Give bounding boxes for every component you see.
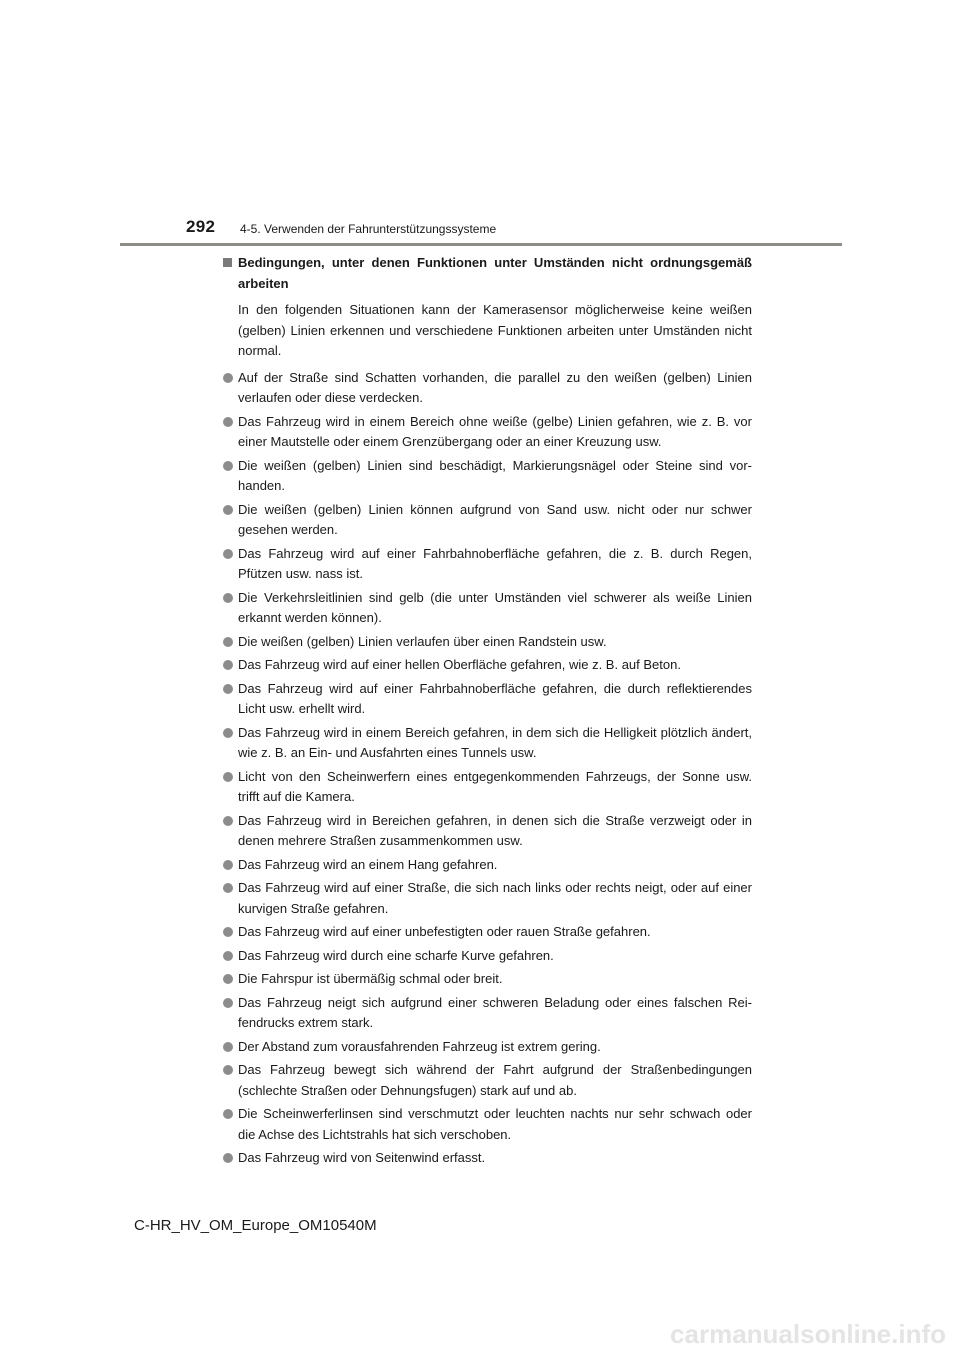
circle-bullet-icon <box>223 1065 233 1075</box>
circle-bullet-icon <box>223 728 233 738</box>
circle-bullet-icon <box>223 1042 233 1052</box>
circle-bullet-icon <box>223 417 233 427</box>
list-item <box>222 655 752 676</box>
header-rule <box>120 243 842 246</box>
list-item <box>222 878 752 919</box>
list-item <box>222 993 752 1034</box>
list-item-text: Die Fahrspur ist übermäßig schmal oder breit. <box>238 971 503 986</box>
list-item-text: Das Fahrzeug wird an einem Hang gefahren. <box>238 856 498 872</box>
list-item-text: Das Fahrzeug wird auf einer Straße, die sich nach links oder rechts neigt, oder auf einer kurvigen Straße gefahren. <box>238 880 752 916</box>
list-item-text: Die weißen (gelben) Linien sind beschädigt, Markierungsnägel oder Steine sind vor-handen. <box>238 457 752 493</box>
list-item-text: Das Fahrzeug wird auf einer hellen Oberfläche gefahren, wie z. B. auf Beton. <box>238 657 681 672</box>
list-item <box>222 969 752 990</box>
list-item <box>222 1037 752 1058</box>
list-item-text: Das Fahrzeug wird durch eine scharfe Kurve gefahren. <box>238 947 554 963</box>
circle-bullet-icon <box>223 816 233 826</box>
list-item <box>222 946 752 967</box>
circle-bullet-icon <box>223 373 233 383</box>
circle-bullet-icon <box>223 549 233 559</box>
list-item <box>222 922 752 943</box>
list-item <box>222 588 752 629</box>
circle-bullet-icon <box>223 1153 233 1163</box>
page-number: 292 <box>186 217 216 236</box>
circle-bullet-icon <box>223 1109 233 1119</box>
list-item <box>222 500 752 541</box>
list-item <box>222 1148 752 1169</box>
list-item-text: Die weißen (gelben) Linien können aufgrund von Sand usw. nicht oder nur schwer gesehen werden. <box>238 501 752 537</box>
circle-bullet-icon <box>223 998 233 1008</box>
list-item-text: Das Fahrzeug wird in einem Bereich gefahren, in dem sich die Helligkeit plötzlich ändert, wie z. B. an Ein- und Ausfahrten eines Tunnels usw. <box>238 724 752 760</box>
circle-bullet-icon <box>223 883 233 893</box>
subheading-text: Bedingungen, unter denen Funktionen unter Umständen nicht ordnungsgemäß arbeiten <box>238 255 752 291</box>
list-item-text: Das Fahrzeug wird in einem Bereich ohne weiße (gelbe) Linien gefahren, wie z. B. vor einer Mautstelle oder einem Grenzübergang oder an einer Kreuzung usw. <box>238 413 752 449</box>
list-item-text: Die weißen (gelben) Linien verlaufen über einen Randstein usw. <box>238 633 607 649</box>
list-item <box>222 412 752 453</box>
list-item-text: Das Fahrzeug neigt sich aufgrund einer schweren Beladung oder eines falschen Rei-fendrucks extrem stark. <box>238 994 752 1030</box>
list-item-text: Die Verkehrsleitlinien sind gelb (die unter Umständen viel schwerer als weiße Linien erkannt werden können). <box>238 589 752 625</box>
list-item <box>222 368 752 409</box>
section-title: 4-5. Verwenden der Fahrunterstützungssysteme <box>240 222 497 236</box>
list-item-text: Auf der Straße sind Schatten vorhanden, die parallel zu den weißen (gelben) Linien verlaufen oder diese verdecken. <box>238 369 752 405</box>
list-item-text: Der Abstand zum vorausfahrenden Fahrzeug ist extrem gering. <box>238 1038 601 1054</box>
watermark: carmanualsonline.info <box>670 1319 946 1349</box>
circle-bullet-icon <box>223 593 233 603</box>
list-item-text: Das Fahrzeug bewegt sich während der Fahrt aufgrund der Straßenbedingungen (schlechte Straßen oder Dehnungsfugen) stark auf und ab. <box>238 1062 752 1098</box>
subheading <box>222 253 752 294</box>
circle-bullet-icon <box>223 951 233 961</box>
circle-bullet-icon <box>223 927 233 937</box>
circle-bullet-icon <box>223 505 233 515</box>
circle-bullet-icon <box>223 974 233 984</box>
list-item <box>222 679 752 720</box>
list-item <box>222 767 752 808</box>
list-item <box>222 1104 752 1145</box>
list-item-text: Das Fahrzeug wird in Bereichen gefahren, in denen sich die Straße verzweigt oder in denen mehrere Straßen zusammenkommen usw. <box>238 812 752 848</box>
list-item-text: Das Fahrzeug wird auf einer Fahrbahnoberfläche gefahren, die durch reflektierendes Licht usw. erhellt wird. <box>238 680 752 716</box>
circle-bullet-icon <box>223 860 233 870</box>
list-item-text: Die Scheinwerferlinsen sind verschmutzt oder leuchten nachts nur sehr schwach oder die Achse des Lichtstrahls hat sich verschoben. <box>238 1106 752 1142</box>
circle-bullet-icon <box>223 684 233 694</box>
list-item <box>222 723 752 764</box>
list-item-text: Licht von den Scheinwerfern eines entgegenkommenden Fahrzeugs, der Sonne usw. trifft auf die Kamera. <box>238 768 752 804</box>
square-bullet-icon <box>223 258 232 267</box>
list-item <box>222 544 752 585</box>
circle-bullet-icon <box>223 637 233 647</box>
circle-bullet-icon <box>223 660 233 670</box>
list-item <box>222 456 752 497</box>
list-item <box>222 811 752 852</box>
circle-bullet-icon <box>223 772 233 782</box>
list-item <box>222 855 752 876</box>
circle-bullet-icon <box>223 461 233 471</box>
list-item <box>222 632 752 653</box>
main-content <box>222 253 752 1172</box>
list-item-text: Das Fahrzeug wird auf einer unbefestigten oder rauen Straße gefahren. <box>238 924 651 939</box>
document-code: C-HR_HV_OM_Europe_OM10540M <box>134 1217 377 1234</box>
conditions-list <box>222 368 752 1169</box>
list-item-text: Das Fahrzeug wird auf einer Fahrbahnoberfläche gefahren, die z. B. durch Regen, Pfützen usw. nass ist. <box>238 545 752 581</box>
list-item-text: Das Fahrzeug wird von Seitenwind erfasst. <box>238 1150 486 1165</box>
intro-paragraph: In den folgenden Situationen kann der Kamerasensor möglicherweise keine weißen (gelben) Linien erkennen und verschiedene Funktionen arbeiten unter Umständen nicht normal. <box>238 302 752 358</box>
list-item <box>222 1060 752 1101</box>
